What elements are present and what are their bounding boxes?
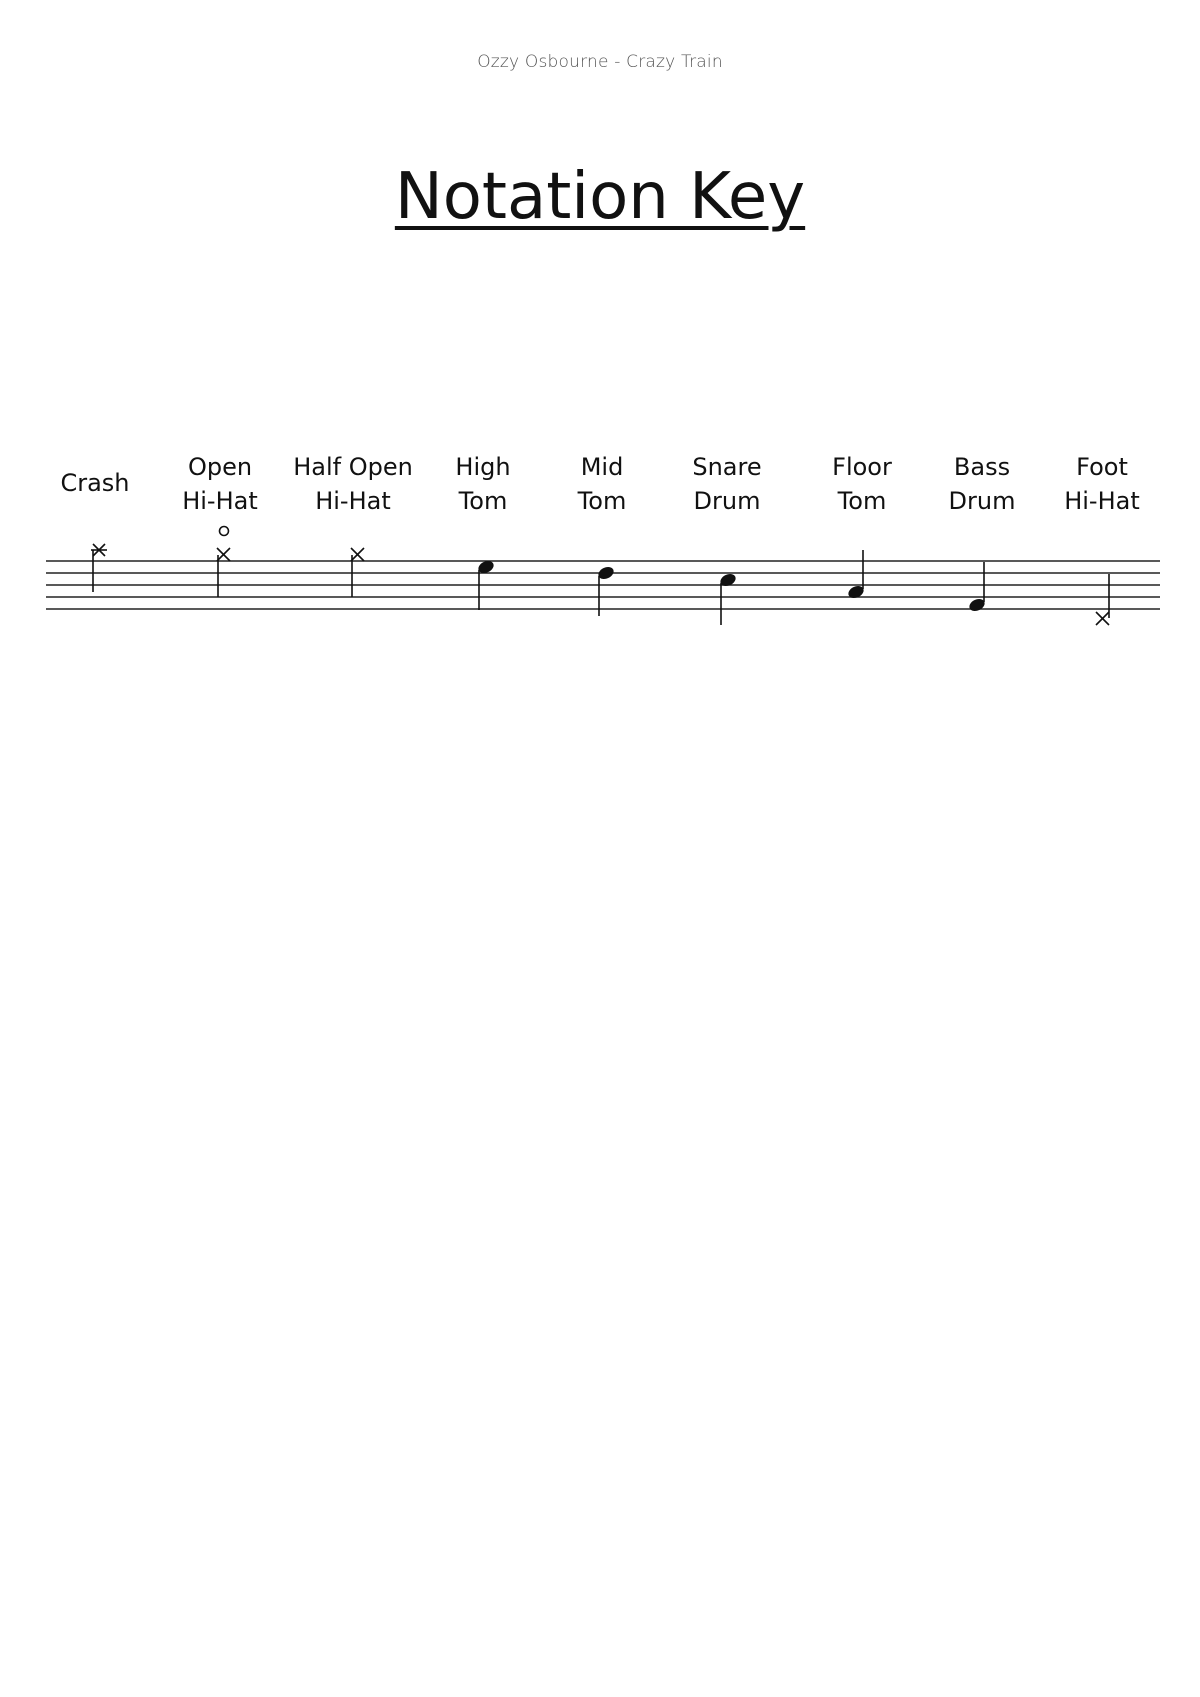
- label-line: Tom: [577, 487, 627, 515]
- label-line: Drum: [693, 487, 761, 515]
- label-line: Snare: [692, 453, 762, 481]
- label-line: Tom: [458, 487, 508, 515]
- label-line: Hi-Hat: [1064, 487, 1140, 515]
- label-line: Floor: [832, 453, 892, 481]
- label-line: Bass: [953, 453, 1011, 481]
- label-line: Hi-Hat: [182, 487, 258, 515]
- label-line: Drum: [948, 487, 1016, 515]
- label-line: Mid: [580, 453, 624, 481]
- label-line: Open: [187, 453, 253, 481]
- floor-tom-symbol: [846, 550, 865, 600]
- label-line: Foot: [1076, 453, 1128, 481]
- snare-drum-symbol: [718, 572, 737, 625]
- foot-hi-hat-symbol: [1096, 574, 1109, 625]
- song-header: Ozzy Osbourne - Crazy Train: [477, 52, 723, 72]
- staff-lines: [46, 561, 1160, 609]
- open-circle-mark: [220, 527, 229, 536]
- label-line: Crash: [60, 469, 130, 497]
- bass-drum-symbol: [967, 562, 986, 613]
- page-title-text: Notation Key: [394, 160, 806, 234]
- label-line: Hi-Hat: [315, 487, 391, 515]
- drum-staff: [0, 0, 1200, 700]
- label-line: Tom: [837, 487, 887, 515]
- label-line: Half Open: [293, 453, 413, 481]
- label-line: High: [455, 453, 511, 481]
